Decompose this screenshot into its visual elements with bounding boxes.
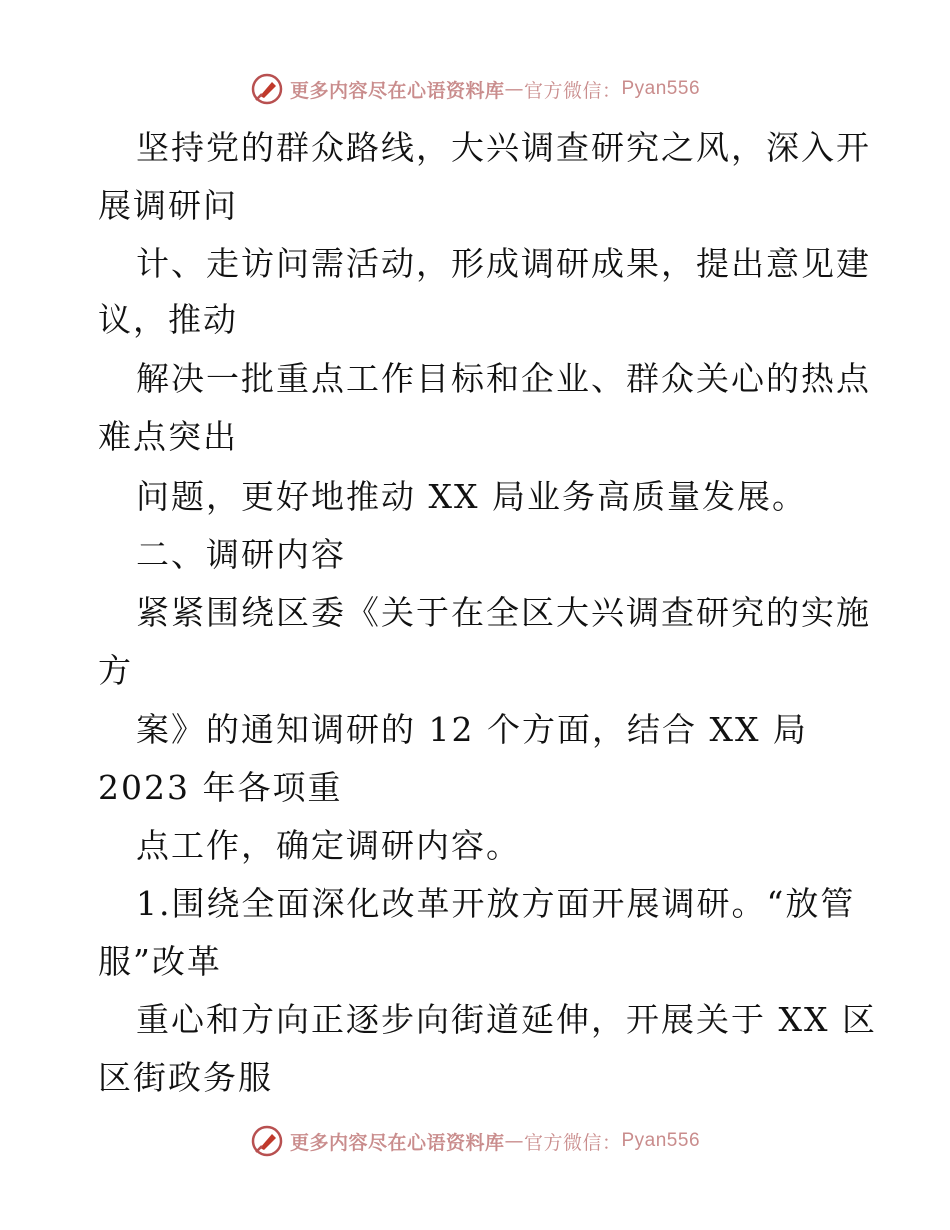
body-line: 区街政务服 xyxy=(98,1058,273,1097)
watermark-separator: — xyxy=(504,1130,524,1152)
footer-watermark xyxy=(0,1124,950,1158)
body-line: 坚持党的群众路线，大兴调查研究之风，深入开 xyxy=(136,128,871,167)
body-line: 问题，更好地推动 XX 局业务高质量发展。 xyxy=(136,477,807,516)
body-line: 2023 年各项重 xyxy=(98,768,343,807)
body-line: 1.围绕全面深化改革开放方面开展调研。“放管 xyxy=(136,884,856,923)
body-line: 重心和方向正逐步向街道延伸，开展关于 XX 区 xyxy=(136,1000,877,1039)
watermark-separator: — xyxy=(504,78,524,100)
watermark-main-text: 更多内容尽在心语资料库 xyxy=(289,1131,505,1154)
watermark-label: 官方微信： xyxy=(523,1131,622,1154)
body-line: 案》的通知调研的 12 个方面，结合 XX 局 xyxy=(136,710,808,749)
header-watermark xyxy=(0,72,950,106)
body-line: 展调研问 xyxy=(98,186,238,225)
watermark-main-text: 更多内容尽在心语资料库 xyxy=(289,79,505,102)
pen-nib-logo-icon xyxy=(250,1124,284,1158)
body-line: 紧紧围绕区委《关于在全区大兴调查研究的实施 xyxy=(136,593,871,632)
body-line: 点工作，确定调研内容。 xyxy=(136,826,521,865)
body-line: 解决一批重点工作目标和企业、群众关心的热点 xyxy=(136,359,871,398)
watermark-wechat-id: Pyan556 xyxy=(621,78,701,99)
body-line: 方 xyxy=(98,651,133,690)
pen-nib-logo-icon xyxy=(250,72,284,106)
watermark-wechat-id: Pyan556 xyxy=(621,1130,701,1151)
body-line: 议，推动 xyxy=(98,300,238,339)
watermark-label: 官方微信： xyxy=(523,79,622,102)
body-line: 难点突出 xyxy=(98,417,238,456)
body-line: 计、走访问需活动，形成调研成果，提出意见建 xyxy=(136,244,871,283)
section-heading: 二、调研内容 xyxy=(136,535,346,574)
body-line: 服”改革 xyxy=(98,942,222,981)
